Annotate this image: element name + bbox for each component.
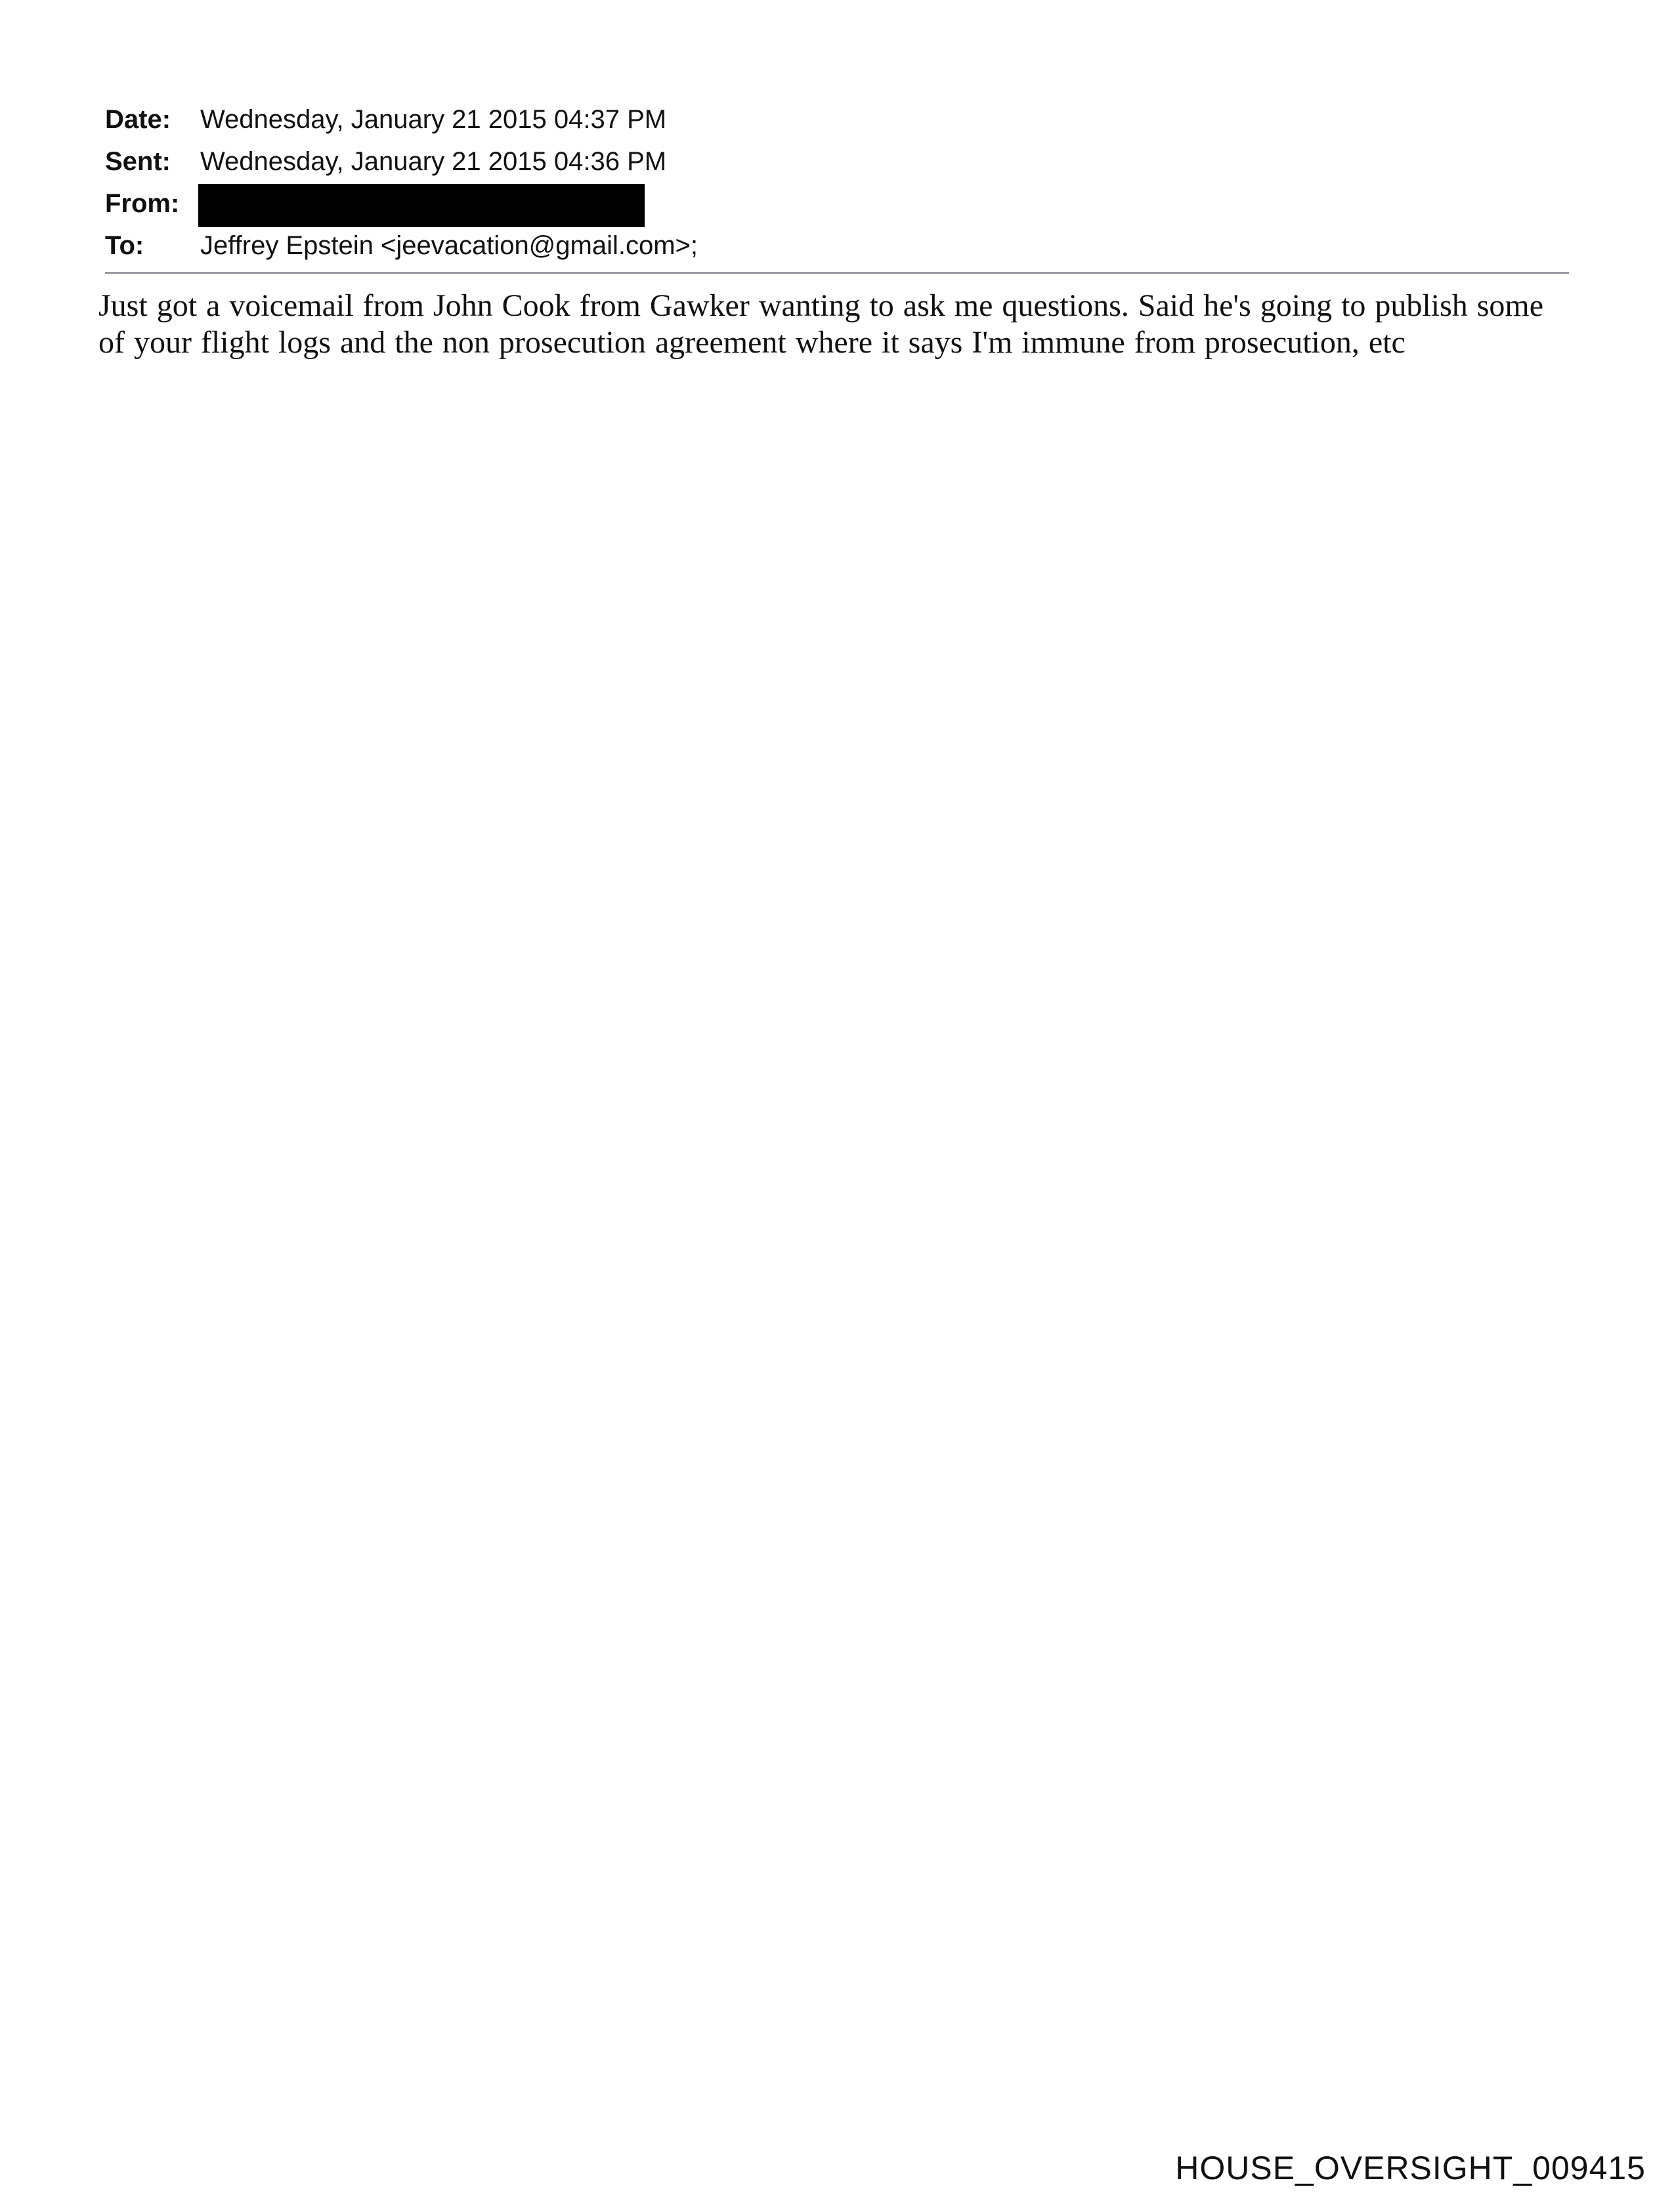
- to-row: [105, 225, 1569, 267]
- email-header: [105, 98, 1569, 267]
- from-redaction-block: [198, 184, 645, 227]
- email-body: Just got a voicemail from John Cook from Gawker wanting to ask me questions. Said he's going to publish some of your flight logs and the non prosecution agreement where it says I'm immune from prosecution, etc: [98, 288, 1544, 360]
- date-label: Date:: [105, 105, 171, 134]
- from-row: [105, 183, 1569, 225]
- bates-number: HOUSE_OVERSIGHT_009415: [1175, 2150, 1646, 2186]
- header-divider: [105, 272, 1569, 274]
- sent-label: Sent:: [105, 147, 171, 176]
- sent-value: Wednesday, January 21 2015 04:36 PM: [200, 147, 667, 176]
- from-label: From:: [105, 189, 180, 218]
- date-value: Wednesday, January 21 2015 04:37 PM: [200, 105, 667, 134]
- to-value: Jeffrey Epstein <jeevacation@gmail.com>;: [200, 231, 698, 260]
- date-row: [105, 98, 1569, 141]
- to-label: To:: [105, 231, 144, 260]
- sent-row: [105, 141, 1569, 183]
